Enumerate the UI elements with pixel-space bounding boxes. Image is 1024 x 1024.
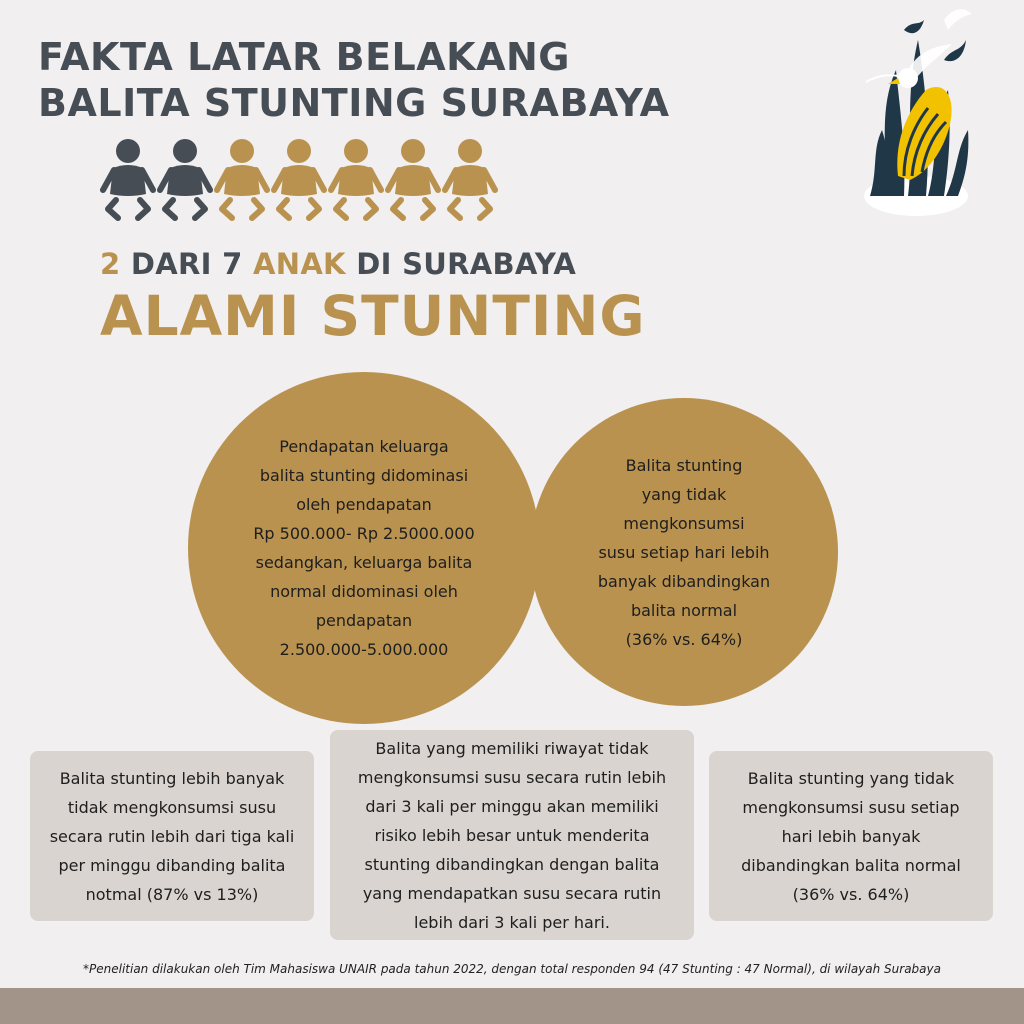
baby-icon-normal — [274, 139, 324, 218]
income-fact-circle — [188, 372, 540, 724]
baby-icon-normal — [388, 139, 438, 218]
milk-weekly-fact-box — [30, 751, 314, 921]
headline-location: DI SURABAYA — [345, 247, 577, 281]
milk-comparison-fact-text: Balita stunting yang tidak mengkonsumsi susu setiap hari lebih banyak dibandingkan balita normal (36% vs. 64%) — [741, 768, 961, 904]
income-fact-text: Pendapatan keluarga balita stunting didominasi oleh pendapatan Rp 500.000- Rp 2.5000.000 sedangkan, keluarga balita normal didominasi oleh pendapatan 2.500.000-5.000.000 — [253, 437, 475, 659]
footer-bar — [0, 988, 1024, 1024]
headline-from: DARI 7 — [120, 247, 253, 281]
baby-icon-normal — [445, 139, 495, 218]
milk-weekly-fact-text: Balita stunting lebih banyak tidak mengkonsumsi susu secara rutin lebih dari tiga kali per minggu dibanding balita notmal (87% vs 13%) — [49, 768, 295, 904]
baby-icon-stunted — [103, 139, 153, 218]
headline-count: 2 — [100, 247, 121, 281]
baby-icons-graphic — [100, 138, 510, 226]
title-line-1: FAKTA LATAR BELAKANG — [38, 35, 570, 79]
milk-comparison-fact-box — [709, 751, 993, 921]
baby-icon-normal — [217, 139, 267, 218]
milk-risk-fact-text: Balita yang memiliki riwayat tidak mengkonsumsi susu secara rutin lebih dari 3 kali per minggu akan memiliki risiko lebih besar untuk menderita stunting dibandingkan dengan balita yang mendapatkan susu secara rutin lebih dari 3 kali per hari. — [357, 738, 667, 932]
footnote: *Penelitian dilakukan oleh Tim Mahasiswa UNAIR pada tahun 2022, dengan total responden 94 (47 Stunting : 47 Normal), di wilayah Surabaya — [83, 962, 941, 976]
headline — [100, 247, 576, 281]
baby-icons-row — [100, 138, 510, 226]
page-title — [38, 34, 670, 126]
university-logo-icon — [848, 0, 988, 220]
milk-daily-fact-circle — [530, 398, 838, 706]
milk-risk-fact-box — [330, 730, 694, 940]
headline-stunting: ALAMI STUNTING — [100, 284, 646, 348]
headline-children: ANAK — [253, 247, 346, 281]
title-line-2: BALITA STUNTING SURABAYA — [38, 81, 670, 125]
baby-icon-normal — [331, 139, 381, 218]
baby-icon-stunted — [160, 139, 210, 218]
milk-daily-fact-text: Balita stunting yang tidak mengkonsumsi susu setiap hari lebih banyak dibandingkan balita normal (36% vs. 64%) — [597, 455, 771, 649]
